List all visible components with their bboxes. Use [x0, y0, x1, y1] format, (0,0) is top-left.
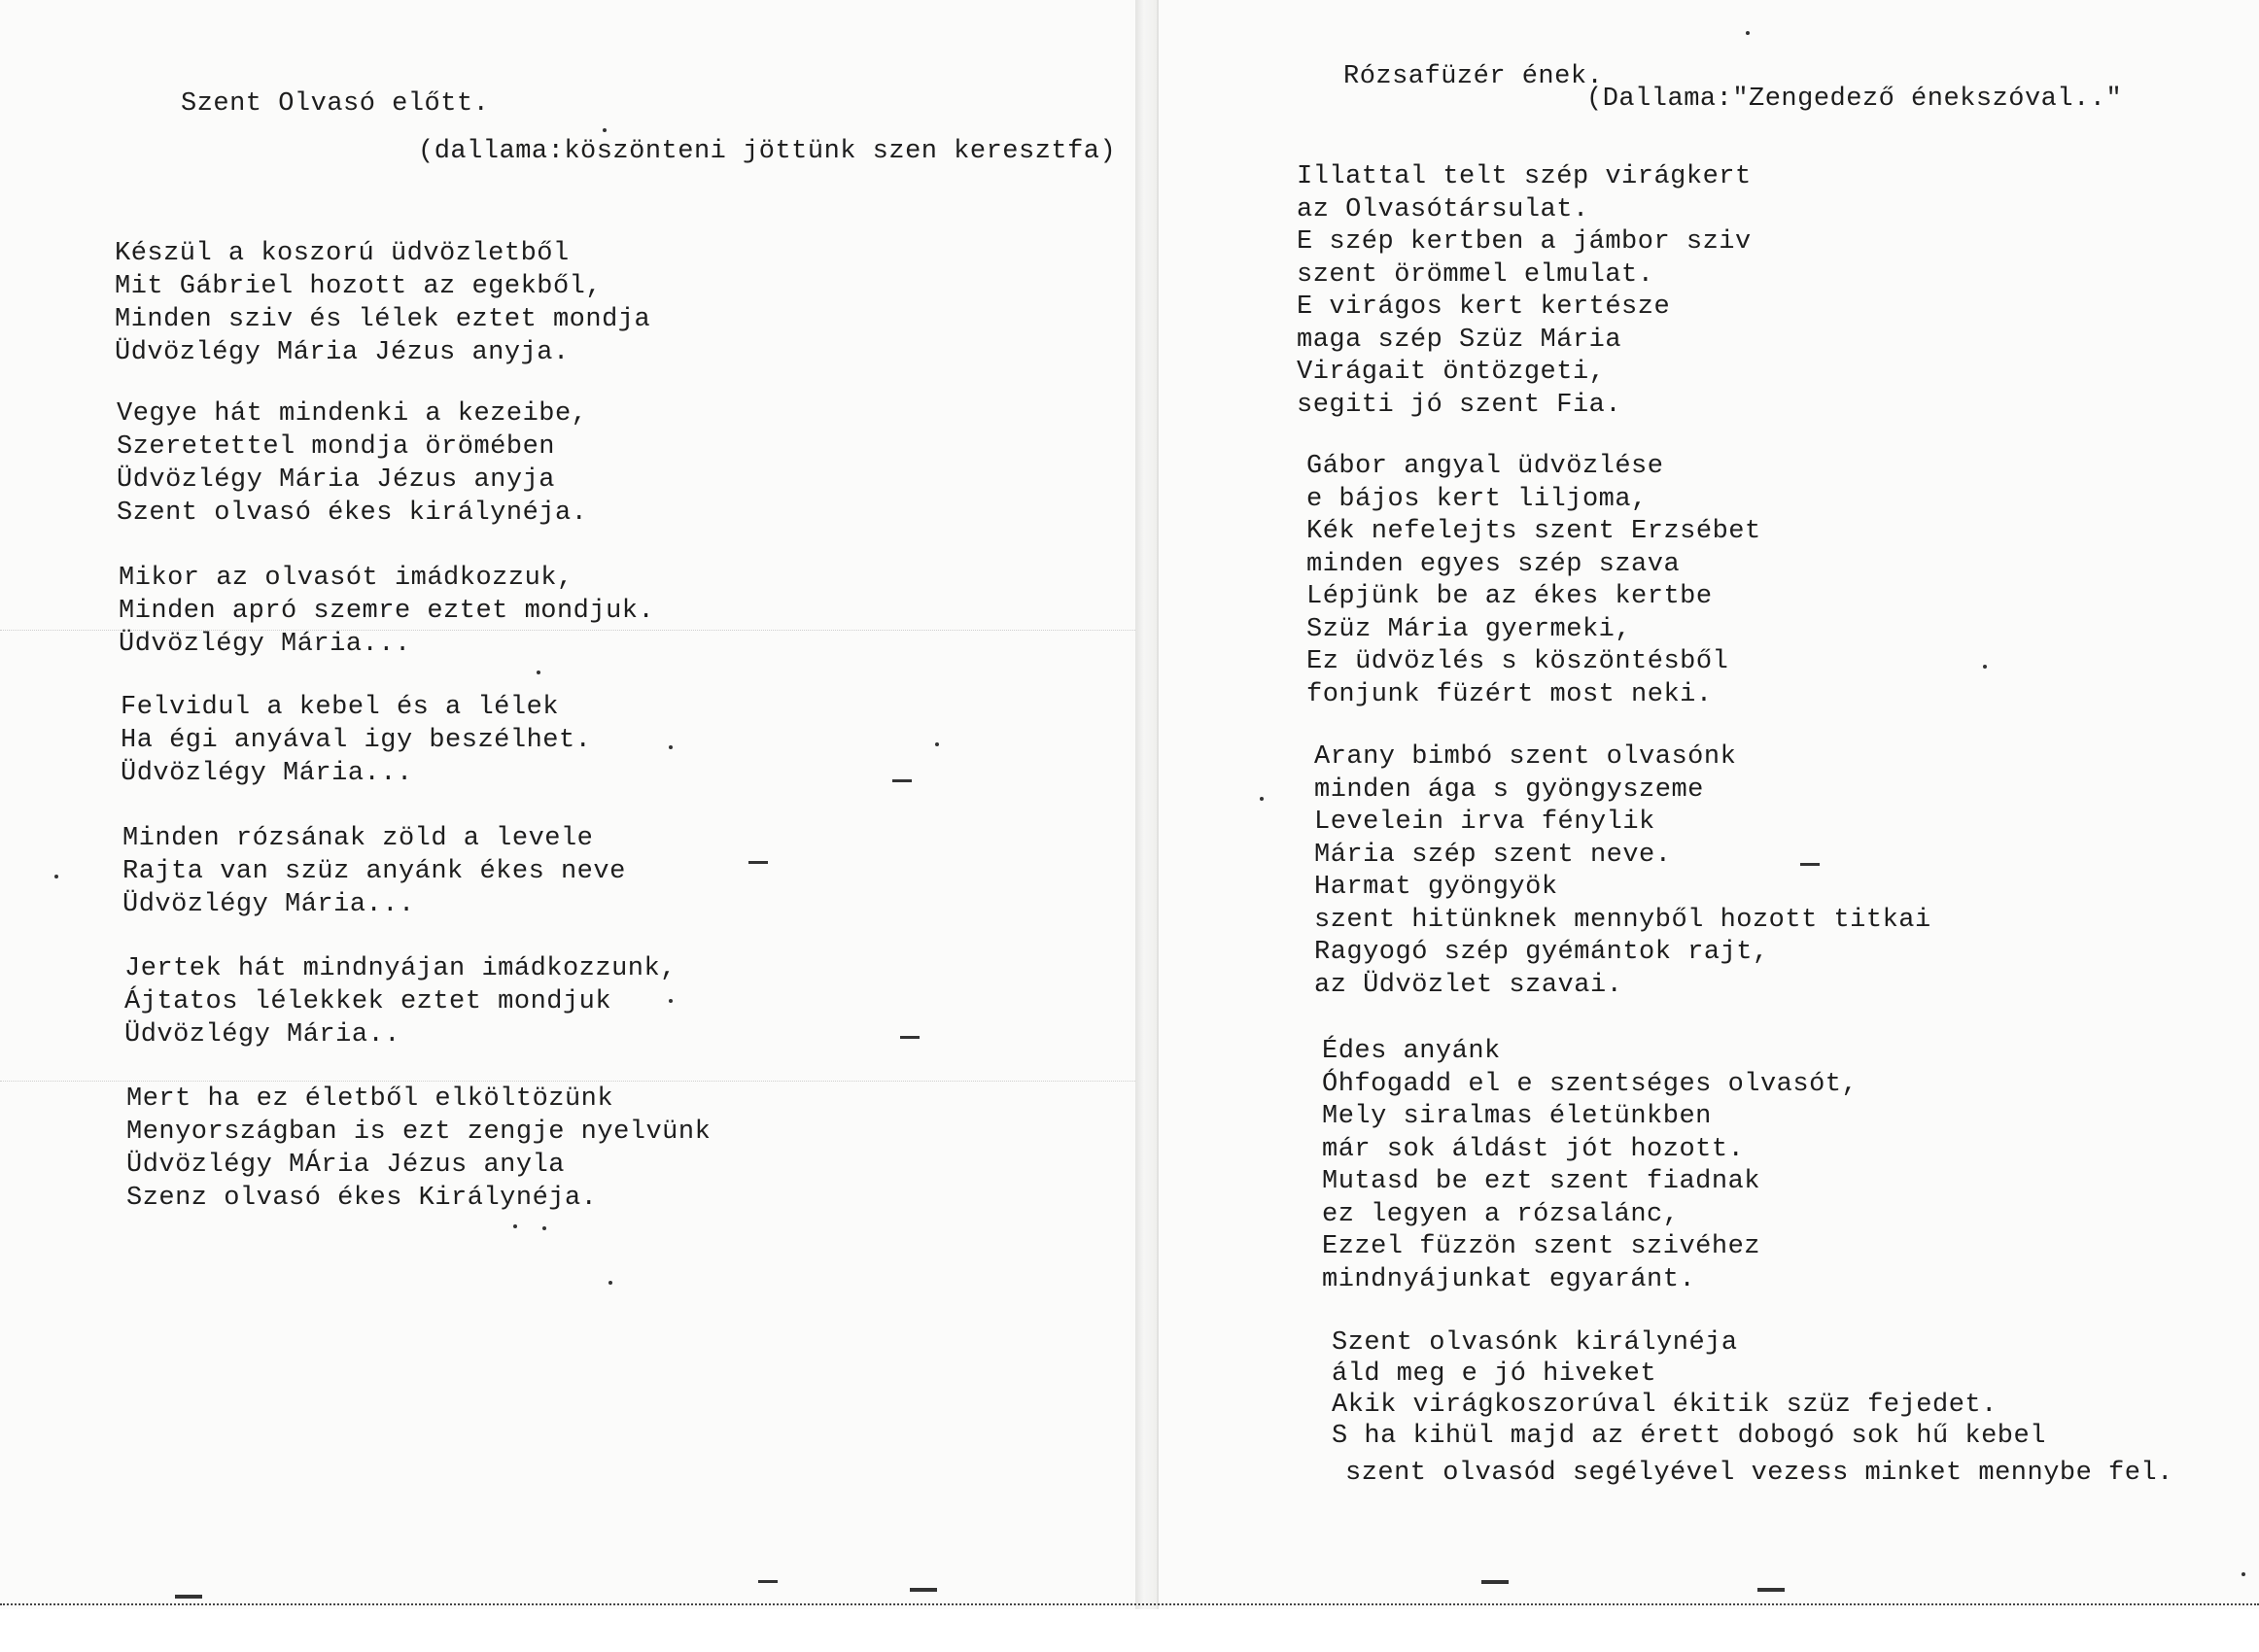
- center-fold: [1135, 0, 1157, 1613]
- left-stanza-2: [117, 397, 587, 530]
- ink-speck: [900, 1036, 920, 1039]
- paper-fold-crease: [0, 1081, 1135, 1082]
- verse-line: az Üdvözlet szavai.: [1314, 970, 1623, 1000]
- right-page-subtitle: (Dallama:"Zengedező énekszóval..": [1586, 85, 2123, 114]
- verse-line: Rajta van szüz anyánk ékes neve: [122, 857, 626, 886]
- page-bottom-margin: [0, 1609, 2259, 1652]
- verse-line: Üdvözlégy Mária...: [119, 630, 411, 659]
- verse-line: Lépjünk be az ékes kertbe: [1306, 582, 1713, 611]
- ink-speck: [537, 671, 540, 674]
- verse-line: Harmat gyöngyök: [1314, 873, 1558, 902]
- verse-line: Ájtatos lélekkek eztet mondjuk: [124, 987, 612, 1016]
- verse-line: E virágos kert kertésze: [1297, 293, 1671, 322]
- ink-speck: [910, 1588, 937, 1592]
- verse-line: az Olvasótársulat.: [1297, 194, 1589, 224]
- verse-line: Jertek hát mindnyájan imádkozzunk,: [124, 954, 677, 983]
- verse-line: Arany bimbó szent olvasónk: [1314, 742, 1737, 772]
- ink-speck: [935, 742, 939, 746]
- verse-line: Mikor az olvasót imádkozzuk,: [119, 564, 573, 593]
- ink-speck: [2242, 1572, 2245, 1576]
- left-stanza-7: [126, 1083, 711, 1215]
- right-stanza-4: [1322, 1036, 1858, 1296]
- verse-line: segiti jó szent Fia.: [1297, 390, 1622, 420]
- verse-line: Mely siralmas életünkben: [1322, 1102, 1712, 1131]
- verse-line: Mutasd be ezt szent fiadnak: [1322, 1167, 1760, 1196]
- verse-line: Üdvözlégy Mária Jézus anyja: [117, 465, 555, 495]
- verse-line: e bájos kert liljoma,: [1306, 484, 1648, 514]
- verse-line: Ez üdvözlés s köszöntésből: [1306, 647, 1729, 676]
- verse-line: Szüz Mária gyermeki,: [1306, 614, 1632, 644]
- verse-line: E szép kertben a jámbor sziv: [1297, 227, 1752, 257]
- verse-line: minden egyes szép szava: [1306, 549, 1681, 579]
- ink-speck: [1481, 1580, 1509, 1584]
- left-page-title: Szent Olvasó előtt.: [181, 89, 490, 119]
- ink-speck: [1746, 31, 1750, 35]
- verse-line: fonjunk füzért most neki.: [1306, 679, 1713, 709]
- verse-line: Virágait öntözgeti,: [1297, 358, 1606, 387]
- ink-speck: [669, 745, 673, 749]
- ink-speck: [892, 779, 912, 782]
- verse-line: Üdvözlégy Mária...: [122, 890, 415, 919]
- verse-line: Vegye hát mindenki a kezeibe,: [117, 399, 588, 429]
- verse-line: maga szép Szüz Mária: [1297, 325, 1622, 355]
- verse-line: Illattal telt szép virágkert: [1297, 162, 1752, 191]
- verse-line: Kék nefelejts szent Erzsébet: [1306, 517, 1761, 546]
- verse-line: Szeretettel mondja örömében: [117, 432, 555, 462]
- right-stanza-5: [1332, 1327, 2173, 1489]
- ink-speck: [608, 1281, 612, 1285]
- verse-line: már sok áldást jót hozott.: [1322, 1134, 1745, 1164]
- left-stanza-1: [115, 237, 650, 369]
- ink-speck: [603, 128, 607, 132]
- verse-line: Óhfogadd el e szentséges olvasót,: [1322, 1069, 1859, 1099]
- verse-line: Ragyogó szép gyémántok rajt,: [1314, 938, 1769, 967]
- verse-line: Menyországban is ezt zengje nyelvünk: [126, 1118, 712, 1147]
- ink-speck: [54, 875, 58, 878]
- left-stanza-5: [122, 822, 626, 921]
- verse-line: Minden rózsának zöld a levele: [122, 824, 594, 853]
- verse-line: Mit Gábriel hozott az egekből,: [115, 272, 603, 301]
- ink-speck: [1757, 1588, 1785, 1592]
- ink-speck: [1260, 797, 1264, 801]
- verse-line: Üdvözlégy Mária Jézus anyja.: [115, 338, 570, 367]
- right-page-title: Rózsafüzér ének.: [1343, 62, 1604, 91]
- left-stanza-4: [121, 691, 591, 790]
- verse-line: S ha kihül majd az érett dobogó sok hű kebel: [1332, 1422, 2046, 1451]
- left-stanza-6: [124, 952, 677, 1051]
- verse-line: szent olvasód segélyével vezess minket mennybe fel.: [1345, 1459, 2173, 1488]
- verse-line: minden ága s gyöngyszeme: [1314, 774, 1704, 805]
- right-stanza-1: [1297, 161, 1752, 422]
- verse-line: Levelein irva fénylik: [1314, 808, 1655, 837]
- verse-line: Mert ha ez életből elköltözünk: [126, 1084, 614, 1114]
- verse-line: Minden apró szemre eztet mondjuk.: [119, 597, 655, 626]
- right-stanza-3: [1314, 741, 1931, 1002]
- verse-line: Szenz olvasó ékes Királynéja.: [126, 1184, 598, 1213]
- verse-line: ez legyen a rózsalánc,: [1322, 1199, 1680, 1229]
- verse-line: Szent olvasó ékes királynéja.: [117, 499, 588, 528]
- verse-line: mindnyájunkat egyaránt.: [1322, 1264, 1696, 1294]
- verse-line: Felvidul a kebel és a lélek: [121, 693, 559, 722]
- right-stanza-2: [1306, 451, 1761, 711]
- verse-line: szent örömmel elmulat.: [1297, 259, 1654, 290]
- ink-speck: [1983, 665, 1987, 669]
- page-bottom-edge: [0, 1603, 2259, 1609]
- verse-line: áld meg e jó hiveket: [1332, 1359, 1657, 1389]
- ink-speck: [748, 861, 768, 864]
- ink-speck: [758, 1580, 778, 1583]
- verse-line: Minden sziv és lélek eztet mondja: [115, 305, 651, 334]
- verse-line: szent hitünknek mennyből hozott titkai: [1314, 905, 1931, 935]
- verse-line: Ezzel füzzön szent szivéhez: [1322, 1232, 1760, 1261]
- verse-line: Édes anyánk: [1322, 1037, 1501, 1066]
- verse-line: Üdvözlégy Mária...: [121, 759, 413, 788]
- ink-speck: [513, 1224, 517, 1228]
- verse-line: Készül a koszorú üdvözletből: [115, 239, 570, 268]
- left-page-subtitle: (dallama:köszönteni jöttünk szen keresztfa): [418, 137, 1117, 166]
- verse-line: Akik virágkoszorúval ékitik szüz fejedet.: [1332, 1391, 1998, 1420]
- left-stanza-3: [119, 562, 654, 661]
- verse-line: Ha égi anyával igy beszélhet.: [121, 726, 592, 755]
- verse-line: Szent olvasónk királynéja: [1332, 1328, 1738, 1358]
- verse-line: Mária szép szent neve.: [1314, 840, 1672, 870]
- verse-line: Üdvözlégy MÁria Jézus anyla: [126, 1151, 565, 1180]
- ink-speck: [175, 1595, 202, 1599]
- ink-speck: [542, 1226, 546, 1230]
- verse-line: Üdvözlégy Mária..: [124, 1020, 400, 1050]
- verse-line: Gábor angyal üdvözlése: [1306, 452, 1664, 481]
